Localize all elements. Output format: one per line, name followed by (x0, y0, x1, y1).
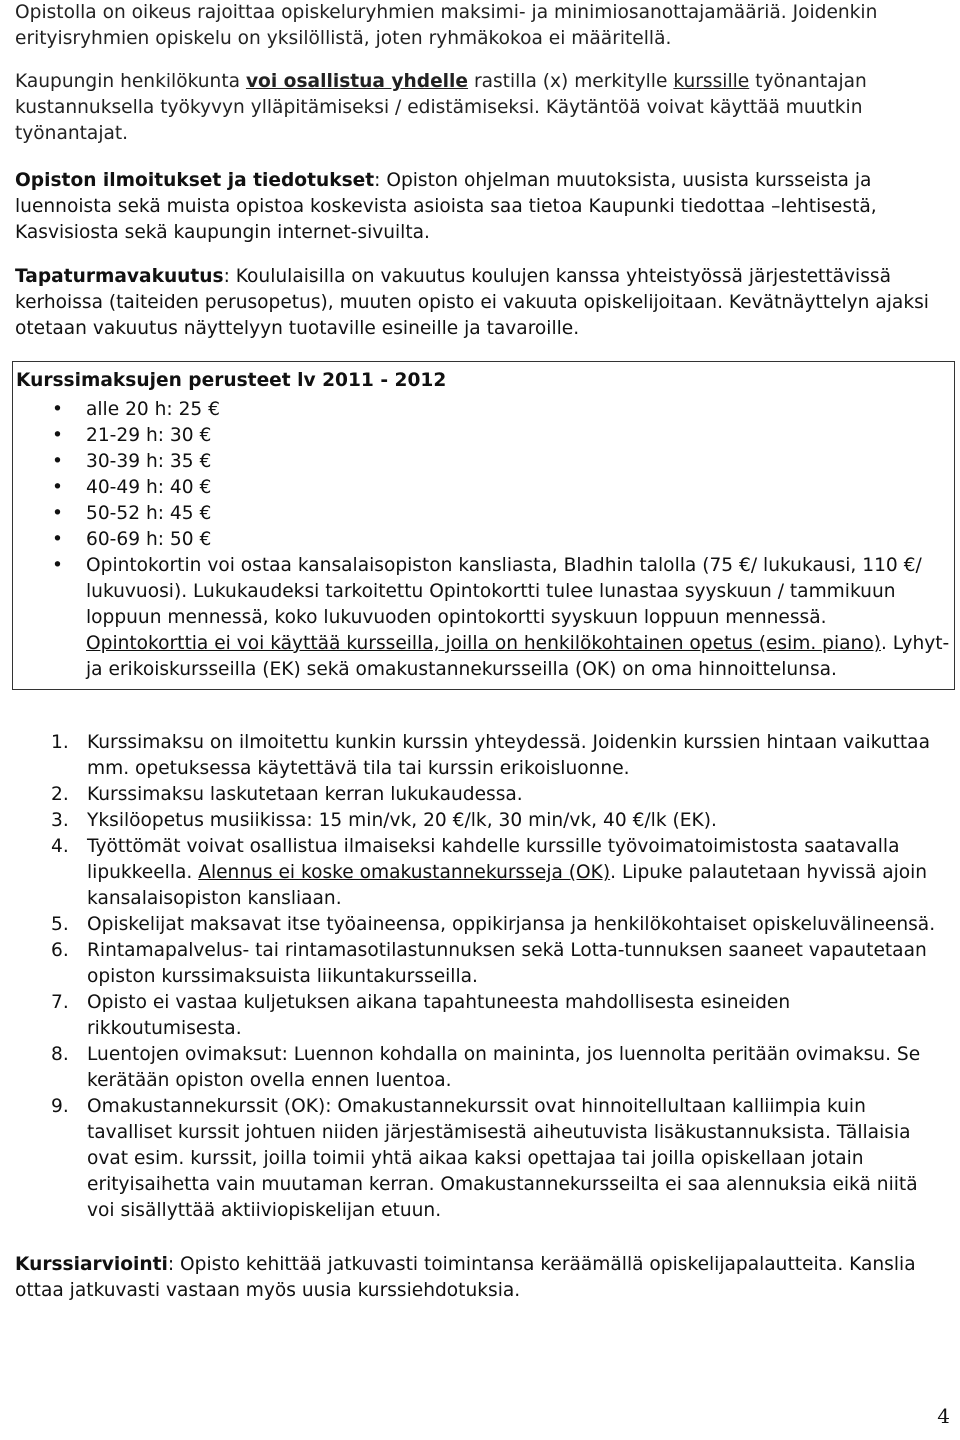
list-item-study-card (16, 553, 954, 683)
list-number: 6. (51, 940, 69, 961)
list-number: 7. (51, 992, 69, 1013)
list-number: 5. (51, 914, 69, 935)
intro-paragraph-2 (15, 69, 945, 147)
rules-list (15, 730, 945, 1224)
intro-text: Kaupungin henkilökunta (15, 71, 246, 92)
notices-paragraph (15, 168, 945, 246)
intro-text: työnantajan kustannuksella työkyvyn ylläpitämiseksi / edistämiseksi. Käytäntöä voivat käyttää muutkin työnantajat. (15, 71, 867, 144)
bullet-icon: • (52, 425, 63, 446)
list-number: 2. (51, 784, 69, 805)
intro-text: rastilla (x) merkitylle (468, 71, 674, 92)
feedback-paragraph (15, 1252, 945, 1304)
rule-underlined-text: Alennus ei koske omakustannekursseja (OK) (198, 862, 611, 883)
rule-text: Luentojen ovimaksut: Luennon kohdalla on maininta, jos luennolta peritään ovimaksu. Se kerätään opiston ovella ennen luentoa. (87, 1044, 921, 1091)
notices-label: Opiston ilmoitukset ja tiedotukset (15, 170, 375, 191)
fee-text: 21-29 h: 30 € (86, 425, 212, 446)
list-number: 9. (51, 1096, 69, 1117)
bullet-icon: • (52, 399, 63, 420)
page-number: 4 (937, 1404, 950, 1428)
rule-text: Rintamapalvelus- tai rintamasotilastunnuksen sekä Lotta-tunnuksen saaneet vapautetaan opiston kurssimaksuista liikuntakursseilla. (87, 940, 927, 987)
bullet-icon: • (52, 477, 63, 498)
list-item (15, 938, 945, 990)
bullet-icon: • (52, 555, 63, 576)
rule-text: Kurssimaksu on ilmoitettu kunkin kurssin yhteydessä. Joidenkin kurssien hintaan vaikuttaa mm. opetuksessa käytettävä tila tai kurssin erikoisluonne. (87, 732, 930, 779)
list-item (15, 1042, 945, 1094)
list-item (16, 527, 954, 553)
list-number: 1. (51, 732, 69, 753)
intro-bold-underlined: voi osallistua yhdelle (245, 71, 469, 92)
rule-text: . Lipuke palautetaan hyvissä ajoin kansalaisopiston kansliaan. (87, 862, 928, 909)
fee-text: 40-49 h: 40 € (86, 477, 212, 498)
fees-list (16, 397, 954, 683)
fee-text: 30-39 h: 35 € (86, 451, 212, 472)
rule-text: Omakustannekurssit (OK): Omakustannekurssit ovat hinnoitellultaan kalliimpia kuin tavalliset kurssit johtuen niiden järjestämisestä aiheutuvista lisäkustannuksista. Tällaisia ovat esim. kurssit, joilla toimii yhtä aikaa kaksi opettajaa tai joilla opiskellaan jotain erityisaihetta vain muutaman kerran. Omakustannekursseilta ei saa alennuksia eikä niitä voi sisällyttää aktiiviopiskelijan etuun. (87, 1096, 918, 1221)
card-text: Opintokortin voi ostaa kansalaisopiston kansliasta, Bladhin talolla (75 €/ lukukausi, 110 €/ lukuvuosi). Lukukaudeksi tarkoitettu Opintokortti tulee lunastaa syyskuun / tammikuun loppuun mennessä, koko lukuvuoden opintokortti syyskuun loppuun mennessä. (86, 555, 922, 628)
card-text: . Lyhyt- ja erikoiskursseilla (EK) sekä omakustannekursseilla (OK) on oma hinnoittelunsa. (86, 633, 950, 680)
list-number: 3. (51, 810, 69, 831)
notices-text: : Opiston ohjelman muutoksista, uusista kursseista ja luennoista sekä muista opistoa koskevista asioista saa tietoa Kaupunki tiedottaa –lehtisestä, Kasvisiosta sekä kaupungin internet-sivuilta. (15, 170, 877, 243)
list-item (15, 730, 945, 782)
list-number: 4. (51, 836, 69, 857)
list-item (16, 397, 954, 423)
insurance-paragraph (15, 264, 945, 342)
rule-text: Opiskelijat maksavat itse työaineensa, oppikirjansa ja henkilökohtaiset opiskeluvälineensä. (87, 914, 936, 935)
list-item (15, 912, 945, 938)
list-item (15, 834, 945, 912)
list-item (16, 449, 954, 475)
document-page (15, 0, 950, 1304)
insurance-label: Tapaturmavakuutus (15, 266, 224, 287)
fee-text: 60-69 h: 50 € (86, 529, 212, 550)
intro-underlined: kurssille (673, 71, 750, 92)
list-item (15, 1094, 945, 1224)
rule-text: Opisto ei vastaa kuljetuksen aikana tapahtuneesta mahdollisesta esineiden rikkoutumisesta. (87, 992, 791, 1039)
fee-text: alle 20 h: 25 € (86, 399, 221, 420)
rule-text: Kurssimaksu laskutetaan kerran lukukaudessa. (87, 784, 523, 805)
rule-text: Työttömät voivat osallistua ilmaiseksi kahdelle kurssille työvoimatoimistosta saatavalla lipukkeella. (87, 836, 900, 883)
intro-paragraph-1: Opistolla on oikeus rajoittaa opiskeluryhmien maksimi- ja minimiosanottajamääriä. Joidenkin erityisryhmien opiskelu on yksilöllistä, joten ryhmäkokoa ei määritellä. (15, 2, 878, 49)
list-item (15, 990, 945, 1042)
bullet-icon: • (52, 529, 63, 550)
feedback-text: : Opisto kehittää jatkuvasti toimintansa keräämällä opiskelijapalautteita. Kanslia ottaa jatkuvasti vastaan myös uusia kurssiehdotuksia. (15, 1254, 916, 1301)
list-item (16, 475, 954, 501)
list-number: 8. (51, 1044, 69, 1065)
card-underlined-text: Opintokorttia ei voi käyttää kursseilla, joilla on henkilökohtainen opetus (esim. piano) (86, 633, 881, 654)
fees-box (12, 361, 955, 690)
insurance-text: : Koululaisilla on vakuutus koulujen kanssa yhteistyössä järjestettävissä kerhoissa (taiteiden perusopetus), muuten opisto ei vakuuta opiskelijoitaan. Kevätnäyttelyn ajaksi otetaan vakuutus näyttelyyn tuotaville esineille ja tavaroille. (15, 266, 929, 339)
list-item (16, 501, 954, 527)
fees-title: Kurssimaksujen perusteet lv 2011 - 2012 (16, 370, 447, 391)
fee-text: 50-52 h: 45 € (86, 503, 212, 524)
feedback-label: Kurssiarviointi (15, 1254, 168, 1275)
list-item (16, 423, 954, 449)
list-item (15, 808, 945, 834)
rule-text: Yksilöopetus musiikissa: 15 min/vk, 20 €/lk, 30 min/vk, 40 €/lk (EK). (87, 810, 717, 831)
bullet-icon: • (52, 451, 63, 472)
list-item (15, 782, 945, 808)
bullet-icon: • (52, 503, 63, 524)
